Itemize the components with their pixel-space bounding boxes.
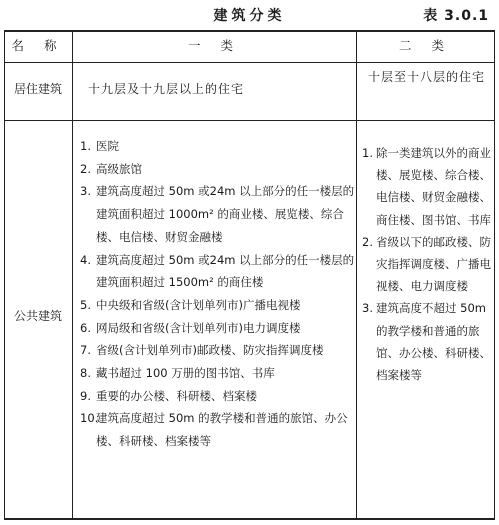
table-number: 表 3.0.1: [423, 8, 489, 24]
header-class1: 一 类: [188, 38, 241, 53]
table-title: 建筑分类: [213, 8, 286, 24]
row-divider-residential: [4, 120, 495, 121]
row-residential-name: 居住建筑: [13, 82, 62, 96]
column-divider-2: [356, 30, 357, 520]
header-class2: 二 类: [399, 38, 452, 53]
list-item: 6. 网局级和省级(含计划单列市)电力调度楼: [80, 320, 301, 335]
list-item: 3. 建筑高度不超过 50m 的教学楼和普通的旅馆、办公楼、科研楼、档案楼等: [362, 301, 491, 383]
list-item: 1. 医院: [80, 139, 119, 153]
row-residential-class1: 十九层及十九层以上的住宅: [88, 82, 245, 96]
table-border-bottom: [4, 518, 495, 520]
list-item: 7. 省级(含计划单列市)邮政楼、防灾指挥调度楼: [80, 343, 324, 358]
list-item: 8. 藏书超过 100 万册的图书馆、书库: [80, 366, 275, 381]
list-item: 9. 重要的办公楼、科研楼、档案楼: [80, 388, 257, 403]
table-border-right: [494, 30, 495, 520]
table-border-left: [4, 30, 5, 520]
public-class1-list: [80, 135, 355, 453]
column-divider-1: [72, 30, 73, 520]
row-divider-header: [4, 62, 495, 63]
list-item: 4. 建筑高度超过 50m 或24m 以上部分的任一楼层的建筑面积超过 1500m² 的商住楼: [80, 252, 355, 290]
row-residential-class2: [368, 66, 486, 89]
list-item: 3. 建筑高度超过 50m 或24m 以上部分的任一楼层的建筑面积超过 1000m² 的商业楼、展览楼、综合楼、电信楼、财贸金融楼: [80, 184, 355, 244]
list-item: 2. 省级以下的邮政楼、防灾指挥调度楼、广播电视楼、电力调度楼: [362, 234, 491, 294]
list-item: 1. 除一类建筑以外的商业楼、展览楼、综合楼、电信楼、财贸金融楼、商住楼、图书馆、书库: [362, 146, 491, 227]
list-item: 10. 建筑高度超过 50m 的教学楼和普通的旅馆、办公楼、科研楼、档案楼等: [80, 411, 348, 449]
row-public-name: 公共建筑: [13, 309, 62, 323]
list-item: 2. 高级旅馆: [80, 161, 142, 176]
list-item: 5. 中央级和省级(含计划单列市)广播电视楼: [80, 297, 301, 312]
row-residential-class2-text: 十层至十八层的住宅: [368, 70, 486, 84]
public-class2-list: [362, 142, 492, 386]
header-name: 名 称: [11, 38, 65, 53]
